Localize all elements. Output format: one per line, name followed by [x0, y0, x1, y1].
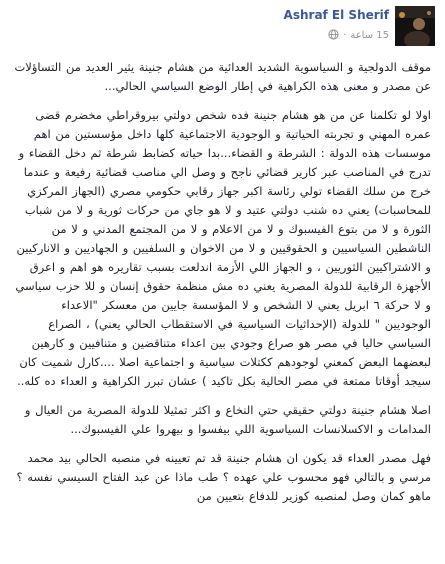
- author-name[interactable]: Ashraf El Sherif: [283, 8, 389, 22]
- post-body: [14, 58, 431, 516]
- post-meta: [328, 29, 389, 43]
- post-paragraph-2: اولا لو تكلمنا عن من هو هشام جنينة فده شخص دولتي بيروقراطي مخضرم قضى عمره المهني و تجربته الحياتية و الوجودية الاجتماعية كلها داخل مؤسستين من اهم موسسات هذه الدولة : الشرطة و القضاء...بدا حياته كضابط شرطة ثم دخل القضاء و تدرج في المناصب عبر كارير قضائي ناجح و وصل الي مناصب قضائية رفيعة و عندما خرج من سلك القضاء تولي رئاسة اكبر جهاز رقابي حكومي مصري (الجهاز المركزي للمحاسبات) يعني ده شنب دولتي عتيد و لا هو جاي من حركات ثورية و لا من شباب الثورة و لا من بتوع الفيسبوك و لا من الاعلام و لا من المجتمع المدني و لا من الناشطين السياسيين و الحقوقيين و لا من الاخوان و السلفيين و الجهاديين و الاناركيين و الاشتراكيين الثوريين ، و الجهاز اللي الأزمة اندلعت بسبب تقاريره هو اهم و اعرق الأجهزة الرقابية للدولة المصرية يعني ده مش منظمة حقوق إنسان و للا حزب سياسي و لا حركة ٦ ابريل يعني لا الشخص و لا المؤسسة جايين من معسكر "الاعداء الوجوديين " للدولة (الإحداثيات السياسية في الاستقطاب الحالي يعني) ، الصراع السياسي حاليا في مصر هو صراع وجودي بين اعداء متناقضين و متنافيين و كارهين لبعضهما البعض كمعني لوجودهم ككتلات سياسية و اجتماعية اصلا ....كارل شميت كان سيجد أوقاتا ممتعة في مصر الحالية بكل تاكيد ) عشان تبرر الكراهية و العداء ده كله..: [15, 108, 431, 388]
- post-paragraph-1: موقف الدولجية و السياسوية الشديد العدائية من هشام جنينة يثير العديد من التساؤلات عن مصدر و معنى هذه الكراهية في إطار الوضع السياسي الحالي...: [14, 60, 431, 93]
- post-paragraph-4: فهل مصدر العداء قد يكون ان هشام جنينة قد تم تعيينه في منصبه الحالي بيد محمد مرسي و بالتالي فهو محسوب علي عهده ؟ طب ماذا عن عبد الفتاح السيسي نفسه ؟ ماهو كمان وصل لمنصبه كوزير للدفاع بتعيين من: [16, 451, 431, 503]
- avatar-image: [395, 6, 435, 46]
- meta-separator: ·: [343, 30, 347, 41]
- globe-icon[interactable]: [328, 29, 339, 43]
- post-paragraph-3: اصلا هشام جنينة دولتي حقيقي حتي النخاع و اكثر تمثيلا للدولة المصرية من العيال و المدامات و الاكسلانسات السياسوية اللي بيفسوا و بيهروا علي الفيسبوك...: [24, 403, 431, 436]
- avatar[interactable]: [395, 6, 435, 46]
- post-timestamp[interactable]: 15 ساعة: [350, 30, 389, 41]
- post-header: [0, 0, 445, 52]
